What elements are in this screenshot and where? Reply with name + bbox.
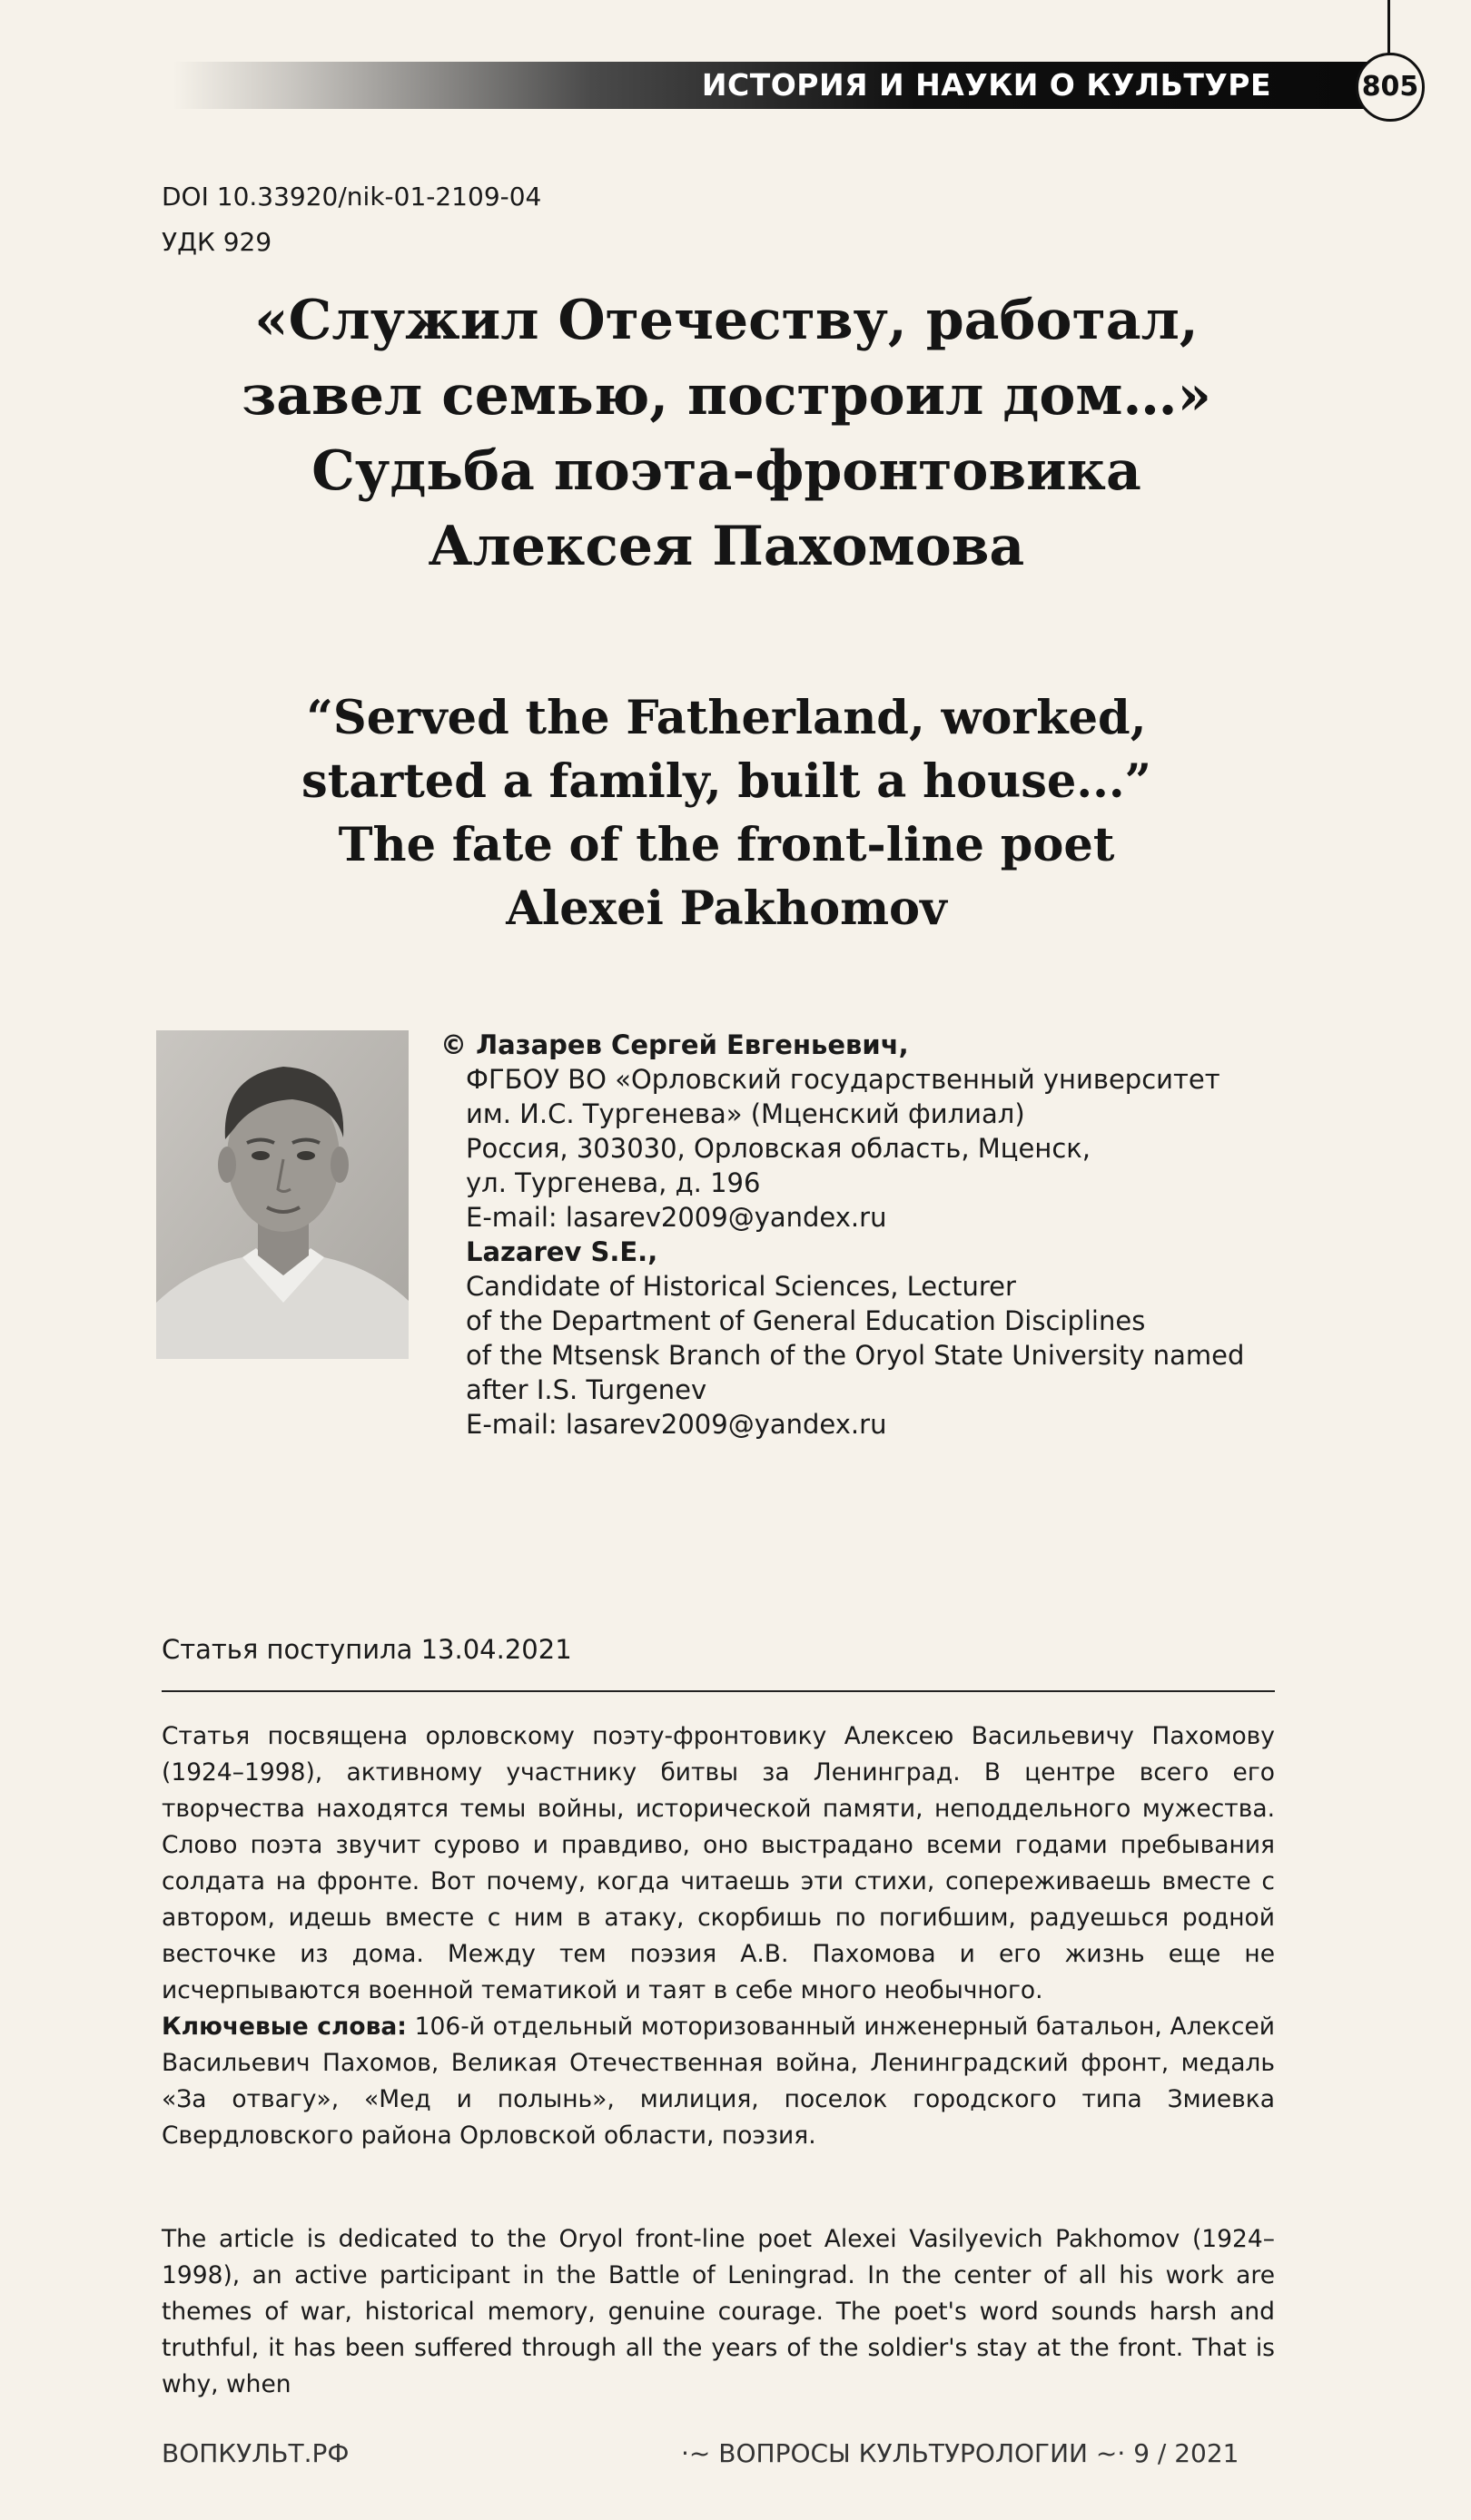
title-en-line: The fate of the front-line poet [338, 818, 1115, 872]
wave-ornament-icon: ·~ [681, 2438, 719, 2468]
wave-ornament-icon: ~· [1088, 2438, 1134, 2468]
journal-name: ВОПРОСЫ КУЛЬТУРОЛОГИИ [718, 2438, 1089, 2468]
header-line [1387, 0, 1390, 54]
title-en-line: started a family, built a house...” [301, 754, 1151, 809]
author-name-en: Lazarev S.E., [466, 1236, 658, 1267]
title-russian [118, 283, 1335, 585]
affiliation-line: ФГБОУ ВО «Орловский государственный университет [466, 1064, 1220, 1095]
affiliation-line: им. И.С. Тургенева» (Мценский филиал) [466, 1098, 1025, 1129]
keywords-label: Ключевые слова: [162, 2013, 407, 2041]
footer-journal [681, 2438, 1239, 2468]
affiliation-line: of the Department of General Education Disciplines [466, 1305, 1146, 1336]
abstract-ru-text: Статья посвящена орловскому поэту-фронтовику Алексею Васильевичу Пахомову (1924–1998), активному участнику битвы за Ленинград. В центре всего его творчества находятся темы войны, исторической памяти, неподдельного мужества. Слово поэта звучит сурово и правдиво, оно выстрадано всеми годами пребывания солдата на фронте. Вот почему, когда читаешь эти стихи, сопереживаешь вместе с автором, идешь вместе с ним в атаку, скорбишь по погибшим, радуешься родной весточке из дома. Между тем поэзия А.В. Пахомова и его жизнь еще не исчерпываются военной тематикой и таят в себе много необычного. [162, 1722, 1275, 2004]
title-ru-line: «Служил Отечеству, работал, [254, 289, 1199, 352]
keywords [162, 2009, 1275, 2154]
abstract-ru [162, 1718, 1275, 2154]
abstract-en-text: The article is dedicated to the Oryol front-line poet Alexei Vasilyevich Pakhomov (1924–1998), an active participant in the Battle of Leningrad. In the center of all his work are themes of war, historical memory, genuine courage. The poet's word sounds harsh and truthful, it has been suffered through all the years of the soldier's stay at the front. That is why, when [162, 2225, 1275, 2398]
affiliation-line: Россия, 303030, Орловская область, Мценск, [466, 1133, 1091, 1164]
issue-number: 9 / 2021 [1133, 2438, 1239, 2468]
doi: DOI 10.33920/nik-01-2109-04 [162, 182, 542, 212]
title-ru-line: Судьба поэта-фронтовика [311, 439, 1141, 503]
portrait-image [156, 1030, 409, 1359]
title-en-line: Alexei Pakhomov [506, 881, 947, 936]
title-en-line: “Served the Fatherland, worked, [306, 691, 1147, 745]
affiliation-line: ул. Тургенева, д. 196 [466, 1167, 761, 1198]
divider [162, 1690, 1275, 1692]
author-email: E-mail: lasarev2009@yandex.ru [466, 1409, 887, 1440]
affiliation-line: after I.S. Turgenev [466, 1374, 707, 1405]
title-ru-line: Алексея Пахомова [428, 515, 1025, 578]
title-ru-line: завел семью, построил дом…» [241, 364, 1212, 428]
abstract-en [162, 2221, 1275, 2403]
udk: УДК 929 [162, 227, 272, 257]
author-photo [156, 1030, 409, 1359]
affiliation-line: Candidate of Historical Sciences, Lecturer [466, 1271, 1016, 1302]
affiliation-line: of the Mtsensk Branch of the Oryol State University named [466, 1340, 1245, 1371]
page-number: 805 [1356, 53, 1425, 122]
received-date: Статья поступила 13.04.2021 [162, 1634, 572, 1665]
author-email: E-mail: lasarev2009@yandex.ru [466, 1202, 887, 1233]
keywords-text: 106-й отдельный моторизованный инженерный батальон, Алексей Васильевич Пахомов, Великая Отечественная война, Ленинградский фронт, медаль «За отвагу», «Мед и полынь», милиция, поселок городского типа Змиевка Свердловского района Орловской области, поэзия. [162, 2013, 1275, 2150]
section-title: ИСТОРИЯ И НАУКИ О КУЛЬТУРЕ [701, 67, 1271, 103]
author-name-ru: © Лазарев Сергей Евгеньевич, [440, 1029, 909, 1060]
footer-site: ВОПКУЛЬТ.РФ [162, 2438, 350, 2468]
title-english [118, 686, 1335, 940]
author-info [440, 1028, 1244, 1442]
